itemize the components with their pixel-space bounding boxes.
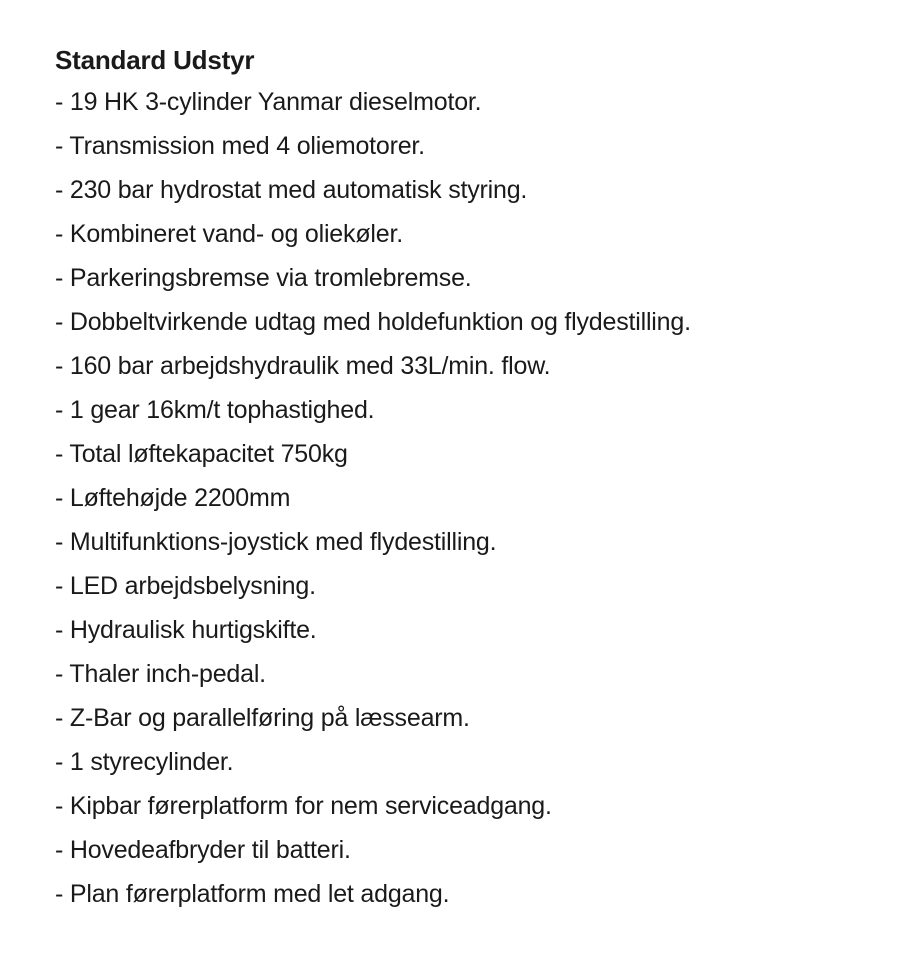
list-item: - 160 bar arbejdshydraulik med 33L/min. flow.: [55, 352, 551, 380]
document-title: Standard Udstyr: [55, 45, 255, 75]
list-item: - Parkeringsbremse via tromlebremse.: [55, 264, 472, 292]
list-item: - Plan førerplatform med let adgang.: [55, 880, 450, 908]
list-item: - Transmission med 4 oliemotorer.: [55, 132, 425, 160]
list-item: - 230 bar hydrostat med automatisk styring.: [55, 176, 528, 204]
list-item: - Hydraulisk hurtigskifte.: [55, 616, 317, 644]
list-item: - Løftehøjde 2200mm: [55, 484, 291, 512]
list-item: - 1 styrecylinder.: [55, 748, 234, 776]
equipment-document: [55, 40, 885, 916]
list-item: - 19 HK 3-cylinder Yanmar dieselmotor.: [55, 88, 482, 116]
list-item: - Multifunktions-joystick med flydestilling.: [55, 528, 497, 556]
list-item: - Dobbeltvirkende udtag med holdefunktion og flydestilling.: [55, 308, 691, 336]
list-item: - LED arbejdsbelysning.: [55, 572, 316, 600]
list-item: - Z-Bar og parallelføring på læssearm.: [55, 704, 470, 732]
list-item: - Total løftekapacitet 750kg: [55, 440, 348, 468]
equipment-list: [55, 80, 885, 916]
list-item: - Thaler inch-pedal.: [55, 660, 266, 688]
list-item: - Kombineret vand- og oliekøler.: [55, 220, 403, 248]
list-item: - 1 gear 16km/t tophastighed.: [55, 396, 375, 424]
list-item: - Kipbar førerplatform for nem serviceadgang.: [55, 792, 552, 820]
list-item: - Hovedeafbryder til batteri.: [55, 836, 351, 864]
